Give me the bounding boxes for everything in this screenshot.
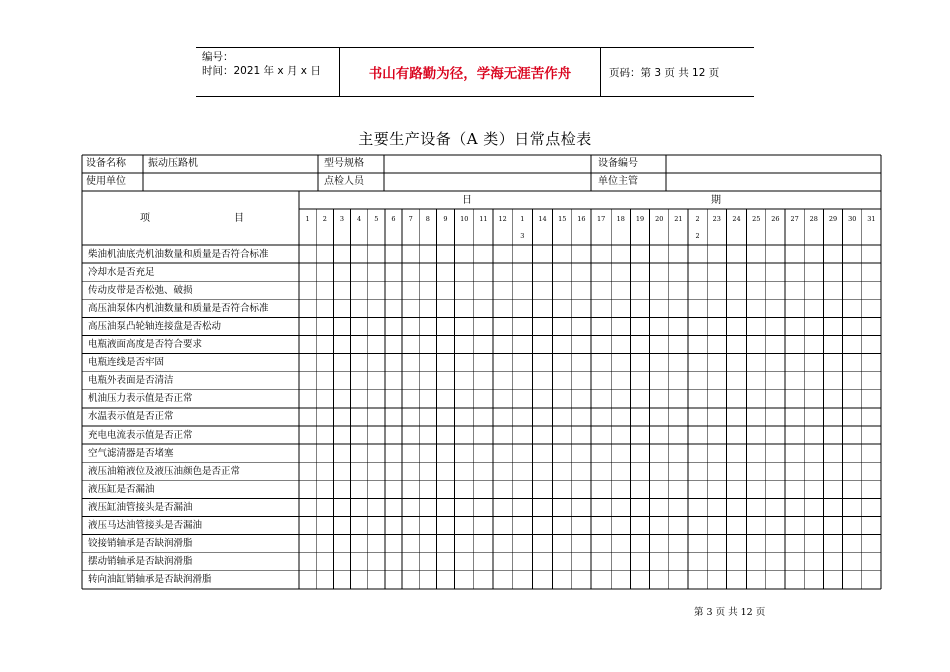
item-header-a: 项 (140, 213, 150, 224)
day-number: 21 (674, 215, 683, 223)
checklist-item-label: 高压油泵凸轮轴连接盘是否松动 (88, 320, 222, 332)
checklist-item-label: 摆动销轴承是否缺润滑脂 (88, 556, 193, 568)
unit-manager-label: 单位主管 (598, 176, 638, 187)
day-number: 11 (479, 215, 488, 223)
day-number: 27 (790, 215, 799, 223)
day-number: 16 (577, 215, 586, 223)
day-number: 8 (425, 215, 430, 223)
checklist-item-label: 冷却水是否充足 (88, 266, 155, 278)
equipment-name-value[interactable]: 振动压路机 (148, 158, 198, 169)
day-number: 3 (339, 215, 344, 223)
day-number: 2 (695, 215, 700, 223)
checklist-item-label: 水温表示值是否正常 (88, 411, 174, 423)
day-number: 17 (596, 215, 606, 223)
equipment-no-label: 设备编号 (598, 158, 638, 169)
day-number: 23 (712, 215, 721, 223)
number-label: 编号： (202, 51, 234, 63)
day-number: 10 (460, 215, 469, 223)
checklist-item-label: 高压油泵体内机油数量和质量是否符合标准 (88, 302, 269, 314)
item-header-b: 目 (234, 213, 244, 224)
day-number: 30 (848, 215, 857, 223)
checklist-item-label: 液压油箱液位及液压油颜色是否正常 (88, 465, 241, 477)
checklist-item-label: 柴油机油底壳机油数量和质量是否符合标准 (88, 248, 269, 260)
checklist-item-label: 液压马达油管接头是否漏油 (88, 520, 203, 531)
date-header-b: 期 (711, 195, 721, 206)
day-number: 5 (374, 215, 379, 223)
day-number: 2 (322, 215, 327, 223)
checklist-item-label: 空气滤清器是否堵塞 (88, 447, 174, 459)
day-number: 9 (443, 215, 448, 223)
day-number: 1 (520, 215, 525, 223)
day-number: 29 (828, 215, 838, 223)
day-number: 18 (616, 215, 625, 223)
day-number: 28 (809, 215, 818, 223)
day-number: 19 (635, 215, 645, 223)
equipment-name-label: 设备名称 (86, 158, 126, 169)
checklist-item-label: 液压缸是否漏油 (88, 483, 155, 495)
day-22-second-line: 2 (695, 232, 700, 240)
checklist-item-label: 电瓶连线是否牢固 (88, 357, 165, 369)
day-number: 20 (655, 215, 664, 223)
user-unit-label: 使用单位 (86, 176, 126, 187)
checklist-item-label: 传动皮带是否松弛、破损 (88, 284, 193, 296)
date-header-a: 日 (462, 195, 472, 206)
day-number: 6 (391, 215, 396, 223)
day-number: 4 (357, 215, 362, 223)
checklist-item-label: 铰接销轴承是否缺润滑脂 (88, 538, 193, 550)
time-label: 时间：2021 年 x 月 x 日 (202, 65, 321, 77)
checklist-item-label: 电瓶液面高度是否符合要求 (88, 339, 203, 350)
day-number: 25 (752, 215, 761, 223)
checklist-item-label: 充电电流表示值是否正常 (88, 429, 193, 441)
header-motto: 书山有路勤为径，学海无涯苦作舟 (339, 48, 601, 96)
day-number: 12 (498, 215, 507, 223)
model-label: 型号规格 (324, 158, 364, 169)
day-number: 15 (558, 215, 567, 223)
inspector-label: 点检人员 (324, 176, 364, 187)
header-page-code: 页码：第 3 页 共 12 页 (609, 66, 720, 79)
day-number: 1 (305, 215, 310, 223)
page-footer: 第 3 页 共 12 页 (694, 607, 766, 618)
day-13-second-line: 3 (520, 232, 525, 240)
day-number: 14 (538, 215, 547, 223)
day-number: 7 (408, 215, 413, 223)
day-number: 24 (732, 215, 741, 223)
checklist-item-label: 电瓶外表面是否清洁 (88, 375, 174, 387)
checklist-item-label: 液压缸油管接头是否漏油 (88, 501, 193, 513)
checklist-item-label: 转向油缸销轴承是否缺润滑脂 (88, 574, 212, 586)
day-number: 26 (771, 215, 780, 223)
checklist-item-label: 机油压力表示值是否正常 (88, 393, 193, 405)
page-title: 主要生产设备（A 类）日常点检表 (358, 130, 592, 148)
day-number: 31 (867, 215, 876, 223)
